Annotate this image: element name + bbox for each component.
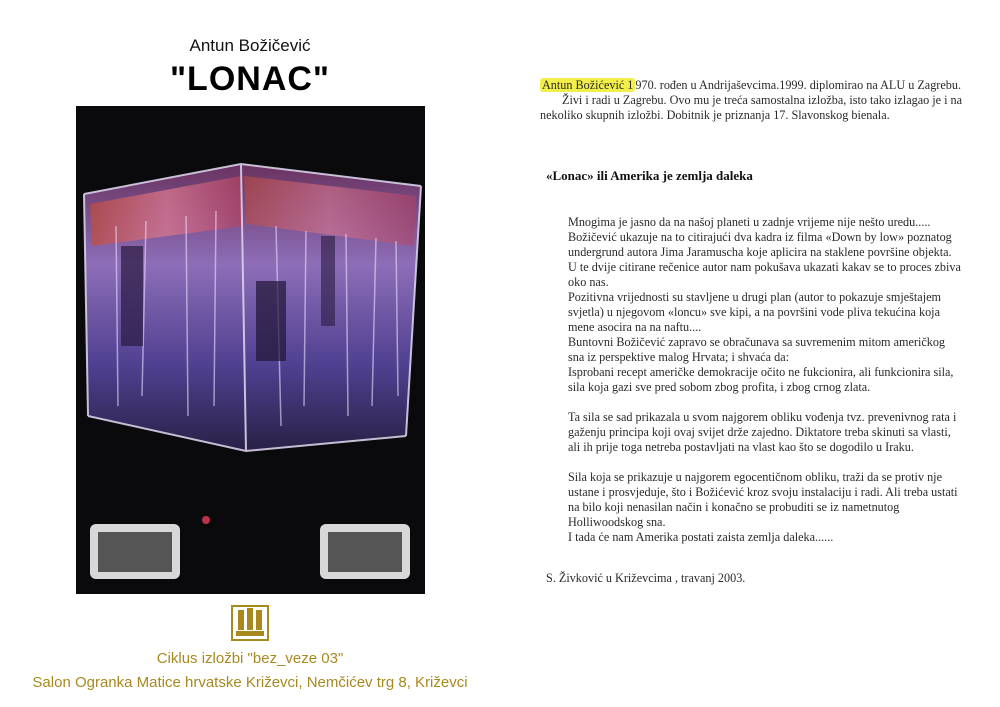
salon-address: Salon Ogranka Matice hrvatske Križevci, Nemčićev trg 8, Križevci bbox=[32, 674, 468, 691]
essay-paragraph: Mnogima je jasno da na našoj planeti u zadnje vrijeme nije nešto uredu..... bbox=[568, 215, 931, 229]
exhibition-cycle: Ciklus izložbi "bez_veze 03" bbox=[156, 650, 344, 667]
highlighted-name: Antun Božićević 1 bbox=[542, 78, 634, 92]
matica-logo bbox=[230, 604, 270, 642]
essay-paragraph: Sila koja se prikazuje u najgorem egocentičnom obliku, traži da se protiv nje ustane i prosvjeduje, što i Božićević kroz svoju instalaciju i radi. Ali treba ustati na bilo koji nenasilan način i konačno se probuditi se iz nametnutog Holliwoodskog sna. bbox=[568, 470, 958, 529]
bio-line-1: 970. rođen u Andrijaševcima.1999. diplomirao na ALU u Zagrebu. bbox=[635, 78, 961, 92]
essay-paragraph: Božičević ukazuje na to citirajući dva kadra iz filma «Down by low» poznatog undergrund autora Jima Jaramuscha koje aplicira na staklene površine objekta. bbox=[568, 230, 952, 259]
essay-body bbox=[546, 215, 964, 545]
essay-paragraph: U te dvije citirane rečenice autor nam pokušava ukazati kakav se to proces zbiva oko nas. bbox=[568, 260, 961, 289]
signature: S. Živković u Križevcima , travanj 2003. bbox=[546, 571, 746, 585]
essay-paragraph: Isprobani recept američke demokracije očito ne fukcionira, ali funkcionira sila, sila koja gazi sve pred sobom zbog profita, i zbog crnog zlata. bbox=[568, 365, 954, 394]
exhibition-title: "LONAC" bbox=[169, 60, 331, 98]
bio-line-2: Živi i radi u Zagrebu. Ovo mu je treća samostalna izložba, isto tako izlagao je i na nekoliko skupnih izložbi. Dobitnik je priznanja 17. Slavonskog bienala. bbox=[540, 93, 963, 122]
essay-paragraph: Buntovni Božičević zapravo se obračunava sa suvremenim mitom američkog sna iz perspektive malog Hrvata; i shvaća da: bbox=[568, 335, 946, 364]
artist-bio bbox=[540, 78, 970, 123]
essay-paragraph: I tada će nam Amerika postati zaista zemlja daleka...... bbox=[568, 530, 834, 544]
artwork-illustration bbox=[76, 106, 425, 594]
essay-paragraph: Pozitivna vrijednosti su stavljene u drugi plan (autor to pokazuje smještajem svjetla) u njegovom «loncu» sve kipi, a na površini vode pliva tekućina koja mene asocira na na naftu.... bbox=[568, 290, 941, 334]
artwork-photo bbox=[76, 106, 425, 594]
essay-paragraph: Ta sila se sad prikazala u svom najgorem obliku vođenja tvz. prevenivnog rata i gaženju principa koji ovaj svijet drže zajedno. Diktatore treba skinuti sa vlasti, ali ih prije toga netreba postavljati na vlast kao što se dogodilo u Iraku. bbox=[568, 410, 957, 454]
essay-heading: «Lonac» ili Amerika je zemlja daleka bbox=[546, 168, 753, 183]
matica-logo-icon bbox=[230, 604, 270, 642]
artist-name: Antun Božičević bbox=[189, 36, 311, 55]
